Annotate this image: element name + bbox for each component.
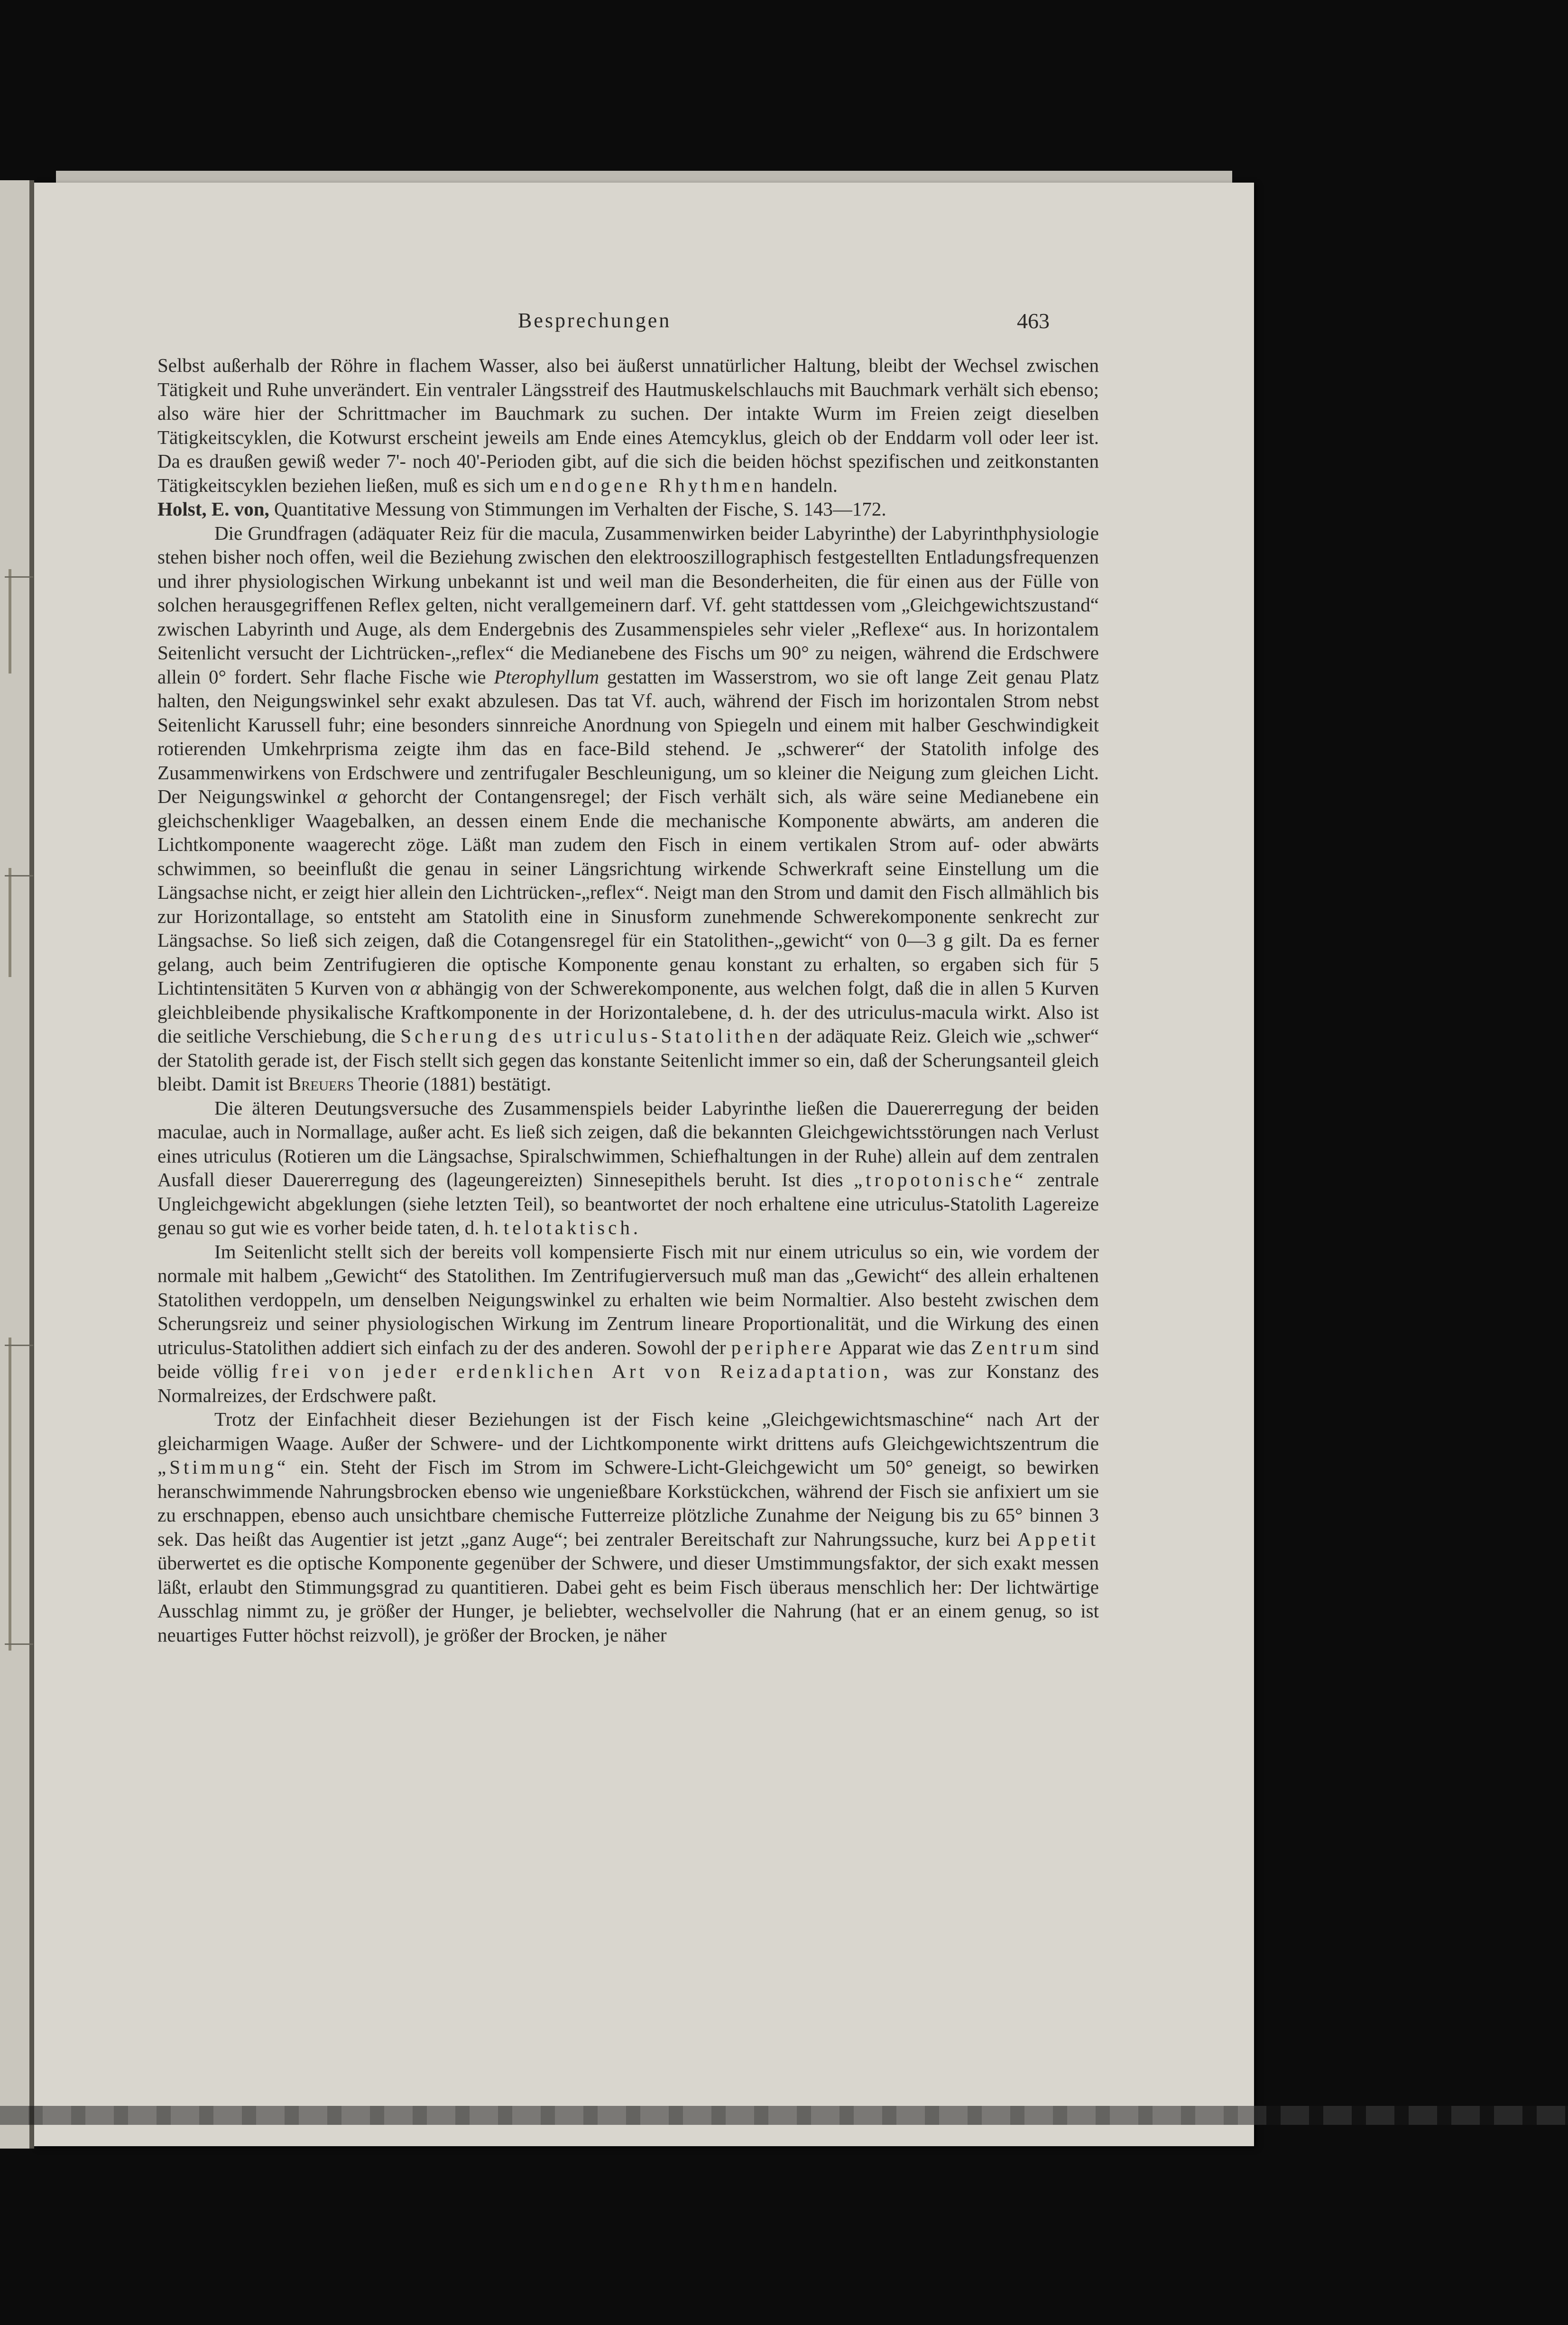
binding-thread xyxy=(9,569,11,674)
page-number: 463 xyxy=(1017,309,1050,333)
paragraph-text: Apparat wie das xyxy=(839,1336,966,1358)
left-page-edge xyxy=(0,180,32,2149)
paragraph-text: ein. Steht der Fisch im Strom im Schwere-Licht-Gleichgewicht um 50° geneigt, so bewirken heranschwimmende Nahrungsbrocken ebenso wie ungenießbare Korkstückchen, während der Fisch sie anfixiert um sie zu erschnappen, ebenso auch unsichtbare chemische Futterreize plötzliche Zunahme der Neigung bis zu 65° binnen 3 sek. Das heißt das Augentier ist jetzt „ganz Auge“; bei zentraler Bereitschaft zur Nahrungssuche, kurz bei xyxy=(157,1456,1099,1550)
binding-thread-tick xyxy=(5,1345,33,1346)
paragraph-text: Im Seitenlicht stellt sich der bereits voll kompensierte Fisch mit nur einem utriculus so ein, wie vordem der normale mit halbem „Gewicht“ des Statolithen. Im Zentrifugierversuch muß man das „Gewicht“ des allein erhaltenen Statolithen verdoppeln, um denselben Neigungswinkel zu erhalten wie beim Normaltier. Also besteht zwischen dem Scherungsreiz und seiner physiologischen Wirkung im Zentrum lineare Proportionalität, und die Wirkung des einen utriculus-Statolithen addiert sich einfach zu der des anderen. Sowohl der xyxy=(157,1240,1099,1358)
paragraph-text: Theorie (1881) bestätigt. xyxy=(358,1073,552,1095)
cited-name: Breuers xyxy=(288,1073,354,1095)
paragraph-text: Die älteren Deutungsversuche des Zusammenspiels beider Labyrinthe ließen die Dauererregung der beiden maculae, auch in Normallage, außer acht. Es ließ sich zeigen, daß die bekannten Gleichgewichtsstörungen nach Verlust eines utriculus (Rotieren um die Längsachse, Spiralschwimmen, Schiefhaltungen in der Ruhe) allein auf dem zentralen Ausfall dieser Dauererregung des (lageungereizten) Sinnesepithels beruht. Ist dies xyxy=(157,1097,1099,1190)
emphasized-text: frei von jeder erdenklichen Art von Reizadaptation, xyxy=(271,1360,892,1382)
alpha-symbol: α xyxy=(410,977,421,999)
paragraph-text: abhängig von der Schwerekomponente, aus welchen folgt, daß die in allen 5 Kurven gleichbleibende physikalische Kraftkomponente in der Horizontalebene, d. h. der des utriculus-macula wirkt. Also ist die seitliche Verschiebung, die xyxy=(157,977,1099,1047)
paragraph xyxy=(157,1240,1099,1408)
review-entry-heading xyxy=(157,497,1099,521)
page-header xyxy=(34,308,1254,337)
paragraph-text: der adäquate Reiz. Gleich wie „schwer“ der Statolith gerade ist, der Fisch stellt sich gegen das konstante Seitenlicht immer so ein, daß der Scherungsanteil gleich bleibt. Damit ist xyxy=(157,1025,1099,1095)
paragraph xyxy=(157,1407,1099,1647)
emphasized-text: endogene Rhythmen xyxy=(549,474,766,496)
paragraph-text: zentrale Ungleichgewicht abgeklungen (siehe letzten Teil), so beantwortet der noch erhaltene eine utriculus-Statolith Lagereize genau so gut wie es vorher beide taten, d. h. xyxy=(157,1169,1099,1238)
book-page xyxy=(34,183,1254,2146)
entry-author: Holst, E. von, xyxy=(157,498,269,520)
emphasized-text: periphere xyxy=(731,1336,835,1358)
binding-thread-tick xyxy=(5,1643,33,1645)
paragraph-text: Die Grundfragen (adäquater Reiz für die macula, Zusammenwirken beider Labyrinthe) der Labyrinthphysiologie stehen bisher noch offen, weil die Beziehung zwischen den elektrooszillographisch festgestellten Entladungsfrequenzen und ihrer physiologischen Wirkung unbekannt ist und weil man die Besonderheiten, die für einen aus der Fülle von solchen herausgegriffenen Reflex gelten, nicht verallgemeinern darf. Vf. geht stattdessen vom „Gleichgewichtszustand“ zwischen Labyrinth und Auge, als dem Endergebnis des Zusammenspieles sehr vieler „Reflexe“ aus. In horizontalem Seitenlicht versucht der Lichtrücken-„reflex“ die Medianebene des Fischs um 90° zu neigen, während die Erdschwere allein 0° fordert. Sehr flache Fische wie xyxy=(157,522,1099,688)
emphasized-text: Scherung des utriculus-Statolithen xyxy=(400,1025,782,1047)
emphasized-text: Zentrum xyxy=(971,1336,1061,1358)
binding-thread-tick xyxy=(5,576,33,578)
emphasized-text: Appetit xyxy=(1017,1528,1099,1550)
paragraph-continuation xyxy=(157,353,1099,497)
entry-title: Quantitative Messung von Stimmungen im Verhalten der Fische, S. 143—172. xyxy=(274,498,886,520)
emphasized-text: „tropotonische“ xyxy=(854,1169,1027,1190)
paragraph-text: gestatten im Wasserstrom, wo sie oft lange Zeit genau Platz halten, den Neigungswinkel sehr exakt abzulesen. Das tat Vf. auch, während der Fisch im horizontalen Strom nebst Seitenlicht Karussell fuhr; eine besonders sinnreiche Anordnung von Spiegeln und einem mit halber Geschwindigkeit rotierenden Umkehrprisma zeigte ihm das en face-Bild stehend. Je „schwerer“ der Statolith infolge des Zusammenwirkens von Erdschwere und zentrifugaler Beschleunigung, um so kleiner die Neigung zum gleichen Licht. Der Neigungswinkel xyxy=(157,665,1099,807)
paragraph-text: handeln. xyxy=(771,474,838,496)
paragraph-text: gehorcht der Contangensregel; der Fisch verhält sich, als wäre seine Medianebene ein gleichschenkliger Waagebalken, an dessen einem Ende die mechanische Komponente abwärts, am anderen die Lichtkomponente waagerecht zöge. Läßt man zudem den Fisch in einem vertikalen Strom auf- oder abwärts schwimmen, so beeinflußt die genau in seiner Längsrichtung wirkende Schwerkraft seine Einstellung um die Längsachse nicht, er zeigt hier allein den Lichtrücken-„reflex“. Neigt man den Strom und damit den Fisch allmählich bis zur Horizontallage, so entsteht am Statolith eine in Sinusform zunehmende Schwerekomponente senkrecht zur Längsachse. So ließ sich zeigen, daß die Cotangensregel für ein Statolithen-„gewicht“ von 0—3 g gilt. Da es ferner gelang, auch beim Zentrifugieren die optische Komponente genau konstant zu erhalten, so ergaben sich für 5 Lichtintensitäten 5 Kurven von xyxy=(157,785,1099,999)
paragraph-text: überwertet es die optische Komponente gegenüber der Schwere, und dieser Umstimmungsfaktor, der sich exakt messen läßt, erlaubt den Stimmungsgrad zu quantitieren. Dabei geht es beim Fisch überaus menschlich her: Der lichtwärtige Ausschlag nimmt zu, je größer der Hunger, je beliebter, wechselvoller die Nahrung (hat er an einem genug, so ist neuartiges Futter höchst reizvoll), je größer der Brocken, je näher xyxy=(157,1552,1099,1646)
ruler-strip xyxy=(0,2106,1568,2125)
binding-thread xyxy=(9,868,11,977)
paragraph-text: Trotz der Einfachheit dieser Beziehungen ist der Fisch keine „Gleichgewichtsmaschine“ nach Art der gleicharmigen Waage. Außer der Schwere- und der Lichtkomponente wirkt drittens aufs Gleichgewichtszentrum die xyxy=(157,1408,1099,1454)
alpha-symbol: α xyxy=(337,785,348,807)
book-spine xyxy=(29,180,34,2149)
paragraph-text: was zur Konstanz des Normalreizes, der Erdschwere paßt. xyxy=(157,1360,1099,1406)
species-name: Pterophyllum xyxy=(494,665,600,688)
paragraph-text: Selbst außerhalb der Röhre in flachem Wasser, also bei äußerst unnatürlicher Haltung, bleibt der Wechsel zwischen Tätigkeit und Ruhe unverändert. Ein ventraler Längsstreif des Hautmuskelschlauchs mit Bauchmark verhält sich ebenso; also wäre hier der Schrittmacher im Bauchmark zu suchen. Der intakte Wurm im Freien zeigt dieselben Tätigkeitscyklen, die Kotwurst erscheint jeweils am Ende eines Atemcyklus, gleich ob der Enddarm voll oder leer ist. Da es draußen gewiß weder 7'- noch 40'-Perioden gibt, auf die sich die beiden höchst spezifischen und zeitkonstanten Tätigkeitscyklen beziehen ließen, muß es sich um xyxy=(157,354,1099,496)
running-head: Besprechungen xyxy=(518,309,672,332)
emphasized-text: telotaktisch. xyxy=(503,1217,642,1238)
emphasized-text: „Stimmung“ xyxy=(157,1456,289,1478)
paragraph xyxy=(157,521,1099,1096)
review-text xyxy=(157,353,1099,1647)
binding-thread-tick xyxy=(5,875,33,876)
paragraph xyxy=(157,1096,1099,1240)
binding-thread xyxy=(9,1338,11,1651)
paragraph-text: sind beide völlig xyxy=(157,1336,1099,1382)
